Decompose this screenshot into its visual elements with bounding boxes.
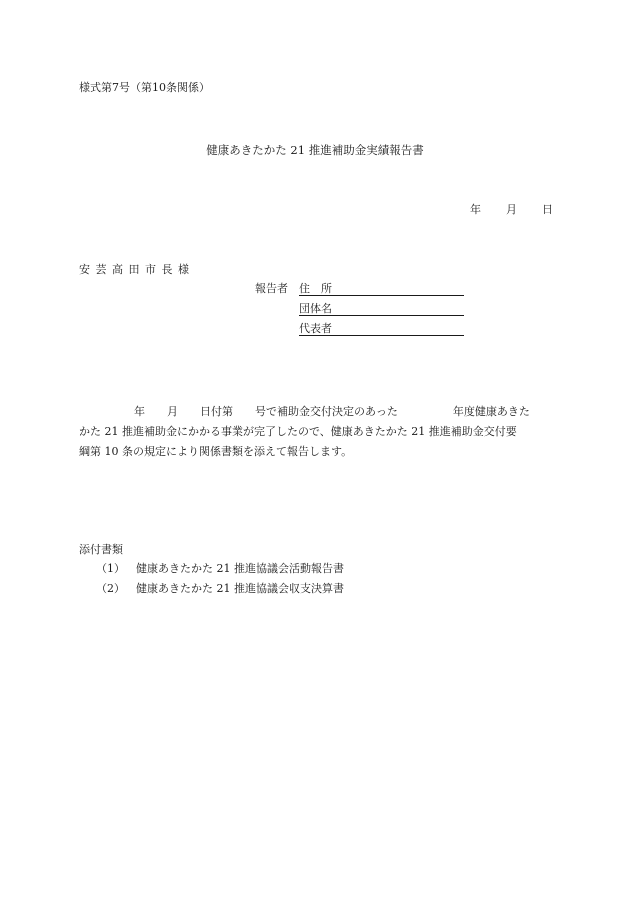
- form-number: 様式第7号（第10条関係）: [79, 81, 210, 94]
- address-field[interactable]: [299, 282, 464, 296]
- addressee: 安芸高田市長様: [79, 263, 195, 276]
- body-line-3: 綱第 10 条の規定により関係書類を添えて報告します。: [79, 445, 353, 458]
- attachment-number: （2）: [96, 582, 125, 595]
- body-line-2: かた 21 推進補助金にかかる事業が完了したので、健康あきたかた 21 推進補助金交付要: [79, 425, 517, 438]
- attachment-item: [96, 562, 344, 576]
- reporter-label: 報告者: [255, 282, 288, 295]
- organization-label: 団体名: [299, 302, 332, 315]
- attachment-number: （1）: [96, 562, 125, 575]
- attachment-text: 健康あきたかた 21 推進協議会活動報告書: [136, 562, 344, 575]
- attachment-text: 健康あきたかた 21 推進協議会収支決算書: [136, 582, 344, 595]
- day-label: 日: [542, 203, 553, 216]
- organization-field[interactable]: [299, 302, 464, 316]
- attachments-title: 添付書類: [79, 543, 123, 556]
- report-body: [79, 402, 549, 462]
- representative-field[interactable]: [299, 322, 464, 336]
- date-line: [470, 203, 553, 217]
- attachment-item: [96, 582, 344, 596]
- address-label: 住 所: [299, 282, 332, 295]
- representative-label: 代表者: [299, 322, 332, 335]
- month-label: 月: [506, 203, 517, 216]
- document-title: 健康あきたかた 21 推進補助金実績報告書: [206, 143, 424, 157]
- body-line-1: 年 月 日付第 号で補助金交付決定のあった 年度健康あきた: [79, 405, 530, 418]
- year-label: 年: [470, 203, 481, 216]
